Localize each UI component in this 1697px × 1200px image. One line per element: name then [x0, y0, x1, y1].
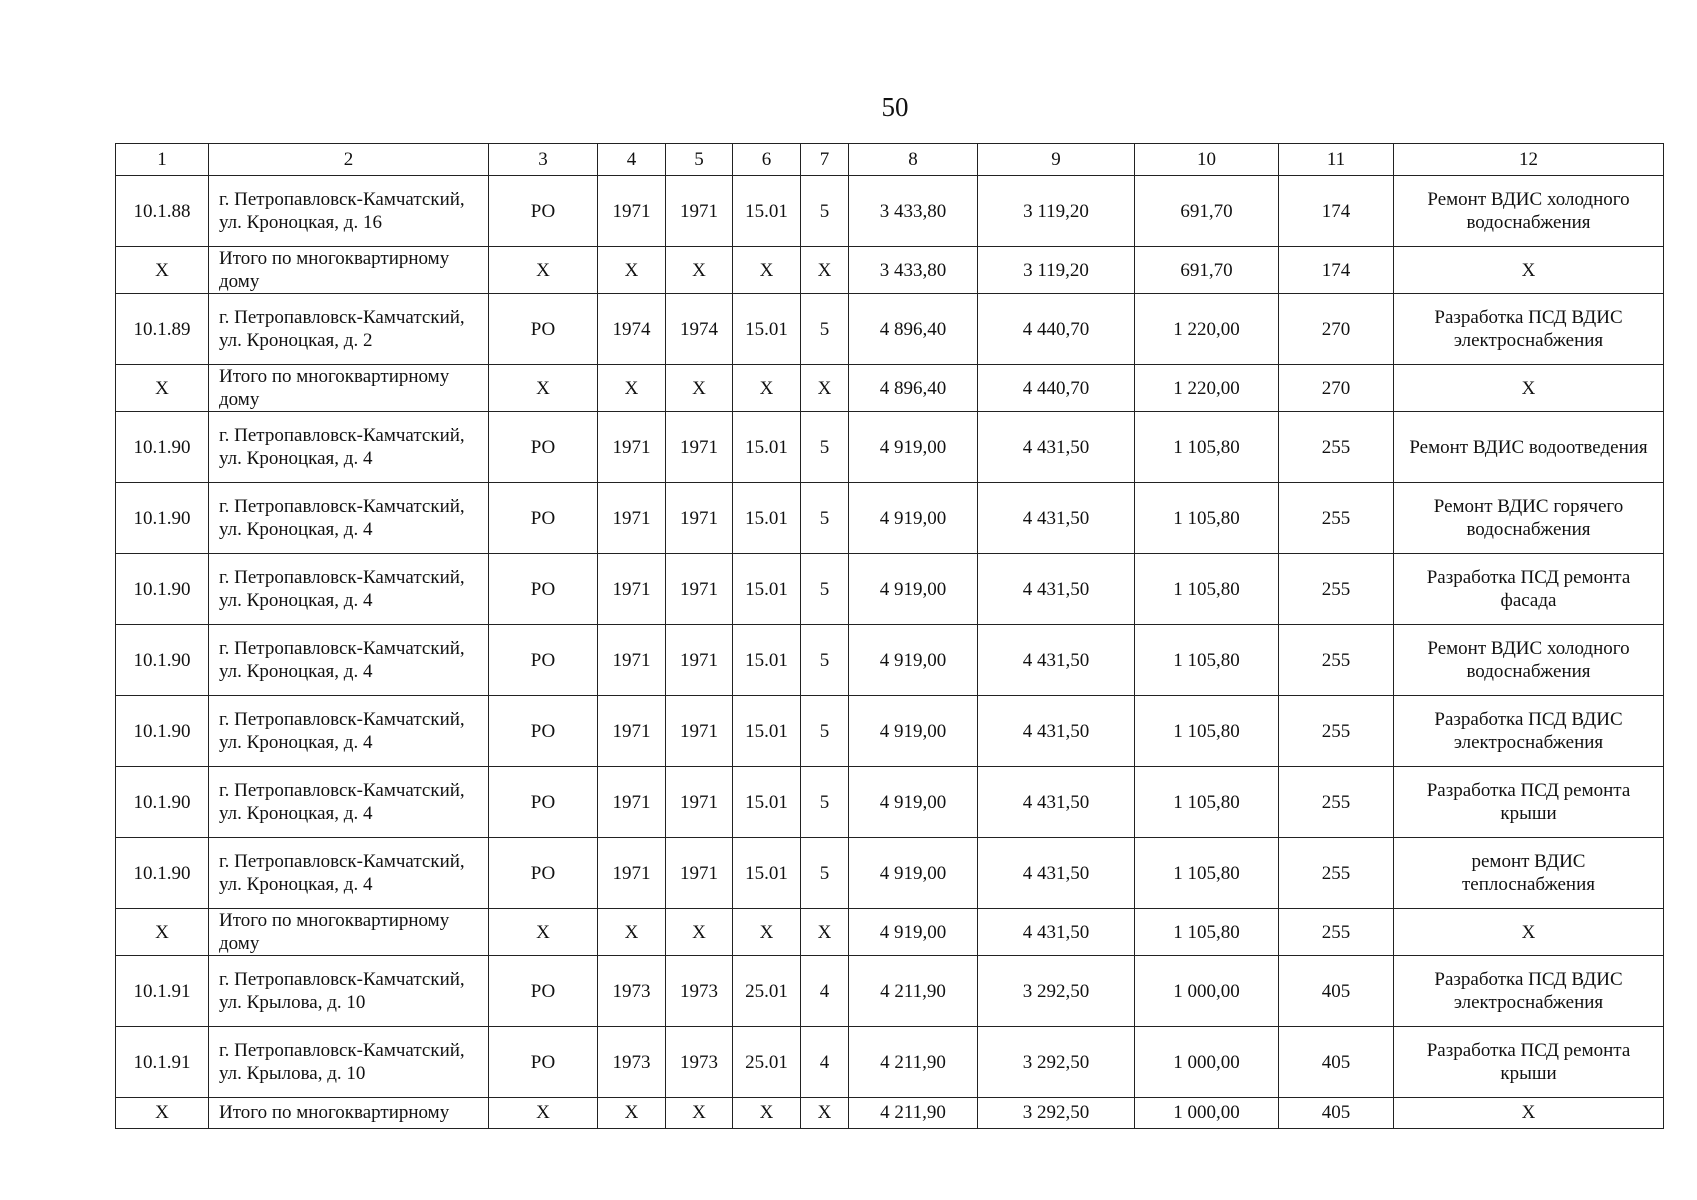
- build-year-cell: 1971: [598, 696, 666, 767]
- item-number-cell: 10.1.90: [116, 483, 209, 554]
- wall-material-cell: 15.01: [733, 483, 801, 554]
- header-cell: 1: [116, 144, 209, 176]
- residential-area-cell: 4 431,50: [978, 909, 1135, 956]
- address-cell: Итого по многоквартирному дому: [209, 247, 489, 294]
- address-cell: г. Петропавловск-Камчатский, ул. Крылова, д. 10: [209, 1027, 489, 1098]
- total-area-cell: 4 919,00: [849, 767, 978, 838]
- item-number-cell: Х: [116, 247, 209, 294]
- floors-cell: 5: [801, 625, 849, 696]
- residential-area-cell: 3 119,20: [978, 247, 1135, 294]
- residents-count-cell: 255: [1279, 696, 1394, 767]
- wall-material-cell: 15.01: [733, 696, 801, 767]
- residential-area-cell: 4 431,50: [978, 767, 1135, 838]
- nonresidential-area-cell: 1 000,00: [1135, 1027, 1279, 1098]
- residents-count-cell: 255: [1279, 767, 1394, 838]
- floors-cell: 5: [801, 696, 849, 767]
- commission-year-cell: 1971: [666, 176, 733, 247]
- address-cell: г. Петропавловск-Камчатский, ул. Кроноцкая, д. 4: [209, 767, 489, 838]
- owner-type-cell: РО: [489, 767, 598, 838]
- item-number-cell: 10.1.88: [116, 176, 209, 247]
- total-row: [116, 1098, 1664, 1129]
- address-cell: г. Петропавловск-Камчатский, ул. Кроноцкая, д. 4: [209, 696, 489, 767]
- work-type-cell: Ремонт ВДИС водоотведения: [1394, 412, 1664, 483]
- header-cell: 4: [598, 144, 666, 176]
- address-cell: г. Петропавловск-Камчатский, ул. Кроноцкая, д. 2: [209, 294, 489, 365]
- residents-count-cell: 255: [1279, 838, 1394, 909]
- owner-type-cell: РО: [489, 838, 598, 909]
- wall-material-cell: Х: [733, 365, 801, 412]
- commission-year-cell: 1971: [666, 838, 733, 909]
- item-number-cell: 10.1.90: [116, 554, 209, 625]
- repair-program-table: [115, 143, 1664, 1129]
- header-cell: 3: [489, 144, 598, 176]
- item-number-cell: 10.1.89: [116, 294, 209, 365]
- table-row: [116, 412, 1664, 483]
- wall-material-cell: 15.01: [733, 176, 801, 247]
- owner-type-cell: РО: [489, 412, 598, 483]
- work-type-cell: Разработка ПСД ремонта крыши: [1394, 767, 1664, 838]
- residents-count-cell: 405: [1279, 1027, 1394, 1098]
- item-number-cell: Х: [116, 1098, 209, 1129]
- header-row: [116, 144, 1664, 176]
- commission-year-cell: 1971: [666, 554, 733, 625]
- nonresidential-area-cell: 1 220,00: [1135, 365, 1279, 412]
- wall-material-cell: 15.01: [733, 767, 801, 838]
- nonresidential-area-cell: 1 105,80: [1135, 838, 1279, 909]
- item-number-cell: 10.1.90: [116, 412, 209, 483]
- total-row: [116, 909, 1664, 956]
- residents-count-cell: 270: [1279, 365, 1394, 412]
- commission-year-cell: Х: [666, 365, 733, 412]
- nonresidential-area-cell: 1 000,00: [1135, 1098, 1279, 1129]
- table-row: [116, 554, 1664, 625]
- residential-area-cell: 4 431,50: [978, 554, 1135, 625]
- total-area-cell: 4 919,00: [849, 554, 978, 625]
- residential-area-cell: 3 292,50: [978, 956, 1135, 1027]
- build-year-cell: Х: [598, 247, 666, 294]
- nonresidential-area-cell: 1 105,80: [1135, 696, 1279, 767]
- commission-year-cell: 1971: [666, 767, 733, 838]
- wall-material-cell: 15.01: [733, 838, 801, 909]
- owner-type-cell: РО: [489, 696, 598, 767]
- build-year-cell: 1971: [598, 625, 666, 696]
- floors-cell: 5: [801, 838, 849, 909]
- work-type-cell: Разработка ПСД ремонта крыши: [1394, 1027, 1664, 1098]
- floors-cell: 5: [801, 554, 849, 625]
- floors-cell: 4: [801, 1027, 849, 1098]
- floors-cell: 5: [801, 176, 849, 247]
- header-cell: 6: [733, 144, 801, 176]
- floors-cell: Х: [801, 909, 849, 956]
- build-year-cell: 1971: [598, 176, 666, 247]
- item-number-cell: 10.1.91: [116, 956, 209, 1027]
- header-cell: 7: [801, 144, 849, 176]
- owner-type-cell: РО: [489, 554, 598, 625]
- address-cell: г. Петропавловск-Камчатский, ул. Кроноцкая, д. 4: [209, 483, 489, 554]
- commission-year-cell: Х: [666, 909, 733, 956]
- floors-cell: 5: [801, 412, 849, 483]
- item-number-cell: 10.1.90: [116, 625, 209, 696]
- table-row: [116, 176, 1664, 247]
- page-number: 50: [881, 92, 909, 122]
- work-type-cell: Х: [1394, 1098, 1664, 1129]
- floors-cell: 4: [801, 956, 849, 1027]
- nonresidential-area-cell: 1 220,00: [1135, 294, 1279, 365]
- wall-material-cell: Х: [733, 247, 801, 294]
- wall-material-cell: 25.01: [733, 956, 801, 1027]
- header-cell: 9: [978, 144, 1135, 176]
- table-row: [116, 294, 1664, 365]
- nonresidential-area-cell: 1 105,80: [1135, 625, 1279, 696]
- wall-material-cell: 15.01: [733, 554, 801, 625]
- total-area-cell: 4 919,00: [849, 838, 978, 909]
- floors-cell: 5: [801, 483, 849, 554]
- item-number-cell: 10.1.91: [116, 1027, 209, 1098]
- residents-count-cell: 405: [1279, 1098, 1394, 1129]
- wall-material-cell: 15.01: [733, 625, 801, 696]
- item-number-cell: 10.1.90: [116, 767, 209, 838]
- residential-area-cell: 4 431,50: [978, 412, 1135, 483]
- build-year-cell: Х: [598, 365, 666, 412]
- owner-type-cell: РО: [489, 294, 598, 365]
- owner-type-cell: РО: [489, 483, 598, 554]
- residents-count-cell: 255: [1279, 909, 1394, 956]
- table-row: [116, 696, 1664, 767]
- work-type-cell: Ремонт ВДИС горячего водоснабжения: [1394, 483, 1664, 554]
- work-type-cell: Разработка ПСД ВДИС электроснабжения: [1394, 696, 1664, 767]
- total-area-cell: 4 919,00: [849, 909, 978, 956]
- commission-year-cell: Х: [666, 1098, 733, 1129]
- commission-year-cell: 1974: [666, 294, 733, 365]
- build-year-cell: 1973: [598, 1027, 666, 1098]
- header-cell: 5: [666, 144, 733, 176]
- total-area-cell: 4 211,90: [849, 1098, 978, 1129]
- wall-material-cell: 25.01: [733, 1027, 801, 1098]
- work-type-cell: Разработка ПСД ВДИС электроснабжения: [1394, 294, 1664, 365]
- nonresidential-area-cell: 691,70: [1135, 176, 1279, 247]
- residential-area-cell: 4 431,50: [978, 483, 1135, 554]
- owner-type-cell: РО: [489, 176, 598, 247]
- item-number-cell: Х: [116, 365, 209, 412]
- table-row: [116, 956, 1664, 1027]
- header-cell: 12: [1394, 144, 1664, 176]
- build-year-cell: Х: [598, 909, 666, 956]
- total-area-cell: 3 433,80: [849, 176, 978, 247]
- item-number-cell: Х: [116, 909, 209, 956]
- total-area-cell: 4 211,90: [849, 956, 978, 1027]
- work-type-cell: Х: [1394, 247, 1664, 294]
- wall-material-cell: Х: [733, 1098, 801, 1129]
- table-row: [116, 483, 1664, 554]
- header-cell: 11: [1279, 144, 1394, 176]
- nonresidential-area-cell: 1 000,00: [1135, 956, 1279, 1027]
- residential-area-cell: 4 440,70: [978, 294, 1135, 365]
- build-year-cell: 1971: [598, 483, 666, 554]
- residential-area-cell: 3 292,50: [978, 1027, 1135, 1098]
- wall-material-cell: Х: [733, 909, 801, 956]
- floors-cell: 5: [801, 294, 849, 365]
- commission-year-cell: 1973: [666, 1027, 733, 1098]
- address-cell: Итого по многоквартирному: [209, 1098, 489, 1129]
- residents-count-cell: 255: [1279, 554, 1394, 625]
- owner-type-cell: Х: [489, 365, 598, 412]
- address-cell: Итого по многоквартирному дому: [209, 365, 489, 412]
- total-area-cell: 4 919,00: [849, 412, 978, 483]
- table-body: [116, 144, 1664, 1129]
- commission-year-cell: 1971: [666, 625, 733, 696]
- address-cell: г. Петропавловск-Камчатский, ул. Кроноцкая, д. 4: [209, 554, 489, 625]
- residential-area-cell: 4 431,50: [978, 625, 1135, 696]
- address-cell: г. Петропавловск-Камчатский, ул. Кроноцкая, д. 4: [209, 625, 489, 696]
- owner-type-cell: Х: [489, 909, 598, 956]
- work-type-cell: Разработка ПСД ремонта фасада: [1394, 554, 1664, 625]
- build-year-cell: 1974: [598, 294, 666, 365]
- commission-year-cell: 1973: [666, 956, 733, 1027]
- owner-type-cell: Х: [489, 1098, 598, 1129]
- commission-year-cell: 1971: [666, 696, 733, 767]
- residents-count-cell: 270: [1279, 294, 1394, 365]
- residents-count-cell: 255: [1279, 483, 1394, 554]
- address-cell: г. Петропавловск-Камчатский, ул. Кроноцкая, д. 4: [209, 412, 489, 483]
- owner-type-cell: РО: [489, 956, 598, 1027]
- total-row: [116, 247, 1664, 294]
- nonresidential-area-cell: 1 105,80: [1135, 767, 1279, 838]
- total-area-cell: 4 919,00: [849, 625, 978, 696]
- commission-year-cell: 1971: [666, 412, 733, 483]
- total-area-cell: 4 919,00: [849, 483, 978, 554]
- commission-year-cell: 1971: [666, 483, 733, 554]
- floors-cell: Х: [801, 365, 849, 412]
- build-year-cell: 1971: [598, 554, 666, 625]
- total-area-cell: 3 433,80: [849, 247, 978, 294]
- owner-type-cell: Х: [489, 247, 598, 294]
- header-cell: 10: [1135, 144, 1279, 176]
- residents-count-cell: 255: [1279, 412, 1394, 483]
- nonresidential-area-cell: 1 105,80: [1135, 483, 1279, 554]
- wall-material-cell: 15.01: [733, 412, 801, 483]
- build-year-cell: 1973: [598, 956, 666, 1027]
- nonresidential-area-cell: 1 105,80: [1135, 554, 1279, 625]
- total-row: [116, 365, 1664, 412]
- address-cell: г. Петропавловск-Камчатский, ул. Кроноцкая, д. 16: [209, 176, 489, 247]
- address-cell: Итого по многоквартирному дому: [209, 909, 489, 956]
- item-number-cell: 10.1.90: [116, 838, 209, 909]
- residential-area-cell: 3 292,50: [978, 1098, 1135, 1129]
- item-number-cell: 10.1.90: [116, 696, 209, 767]
- floors-cell: Х: [801, 1098, 849, 1129]
- table-row: [116, 767, 1664, 838]
- residential-area-cell: 4 431,50: [978, 696, 1135, 767]
- owner-type-cell: РО: [489, 625, 598, 696]
- total-area-cell: 4 896,40: [849, 365, 978, 412]
- address-cell: г. Петропавловск-Камчатский, ул. Кроноцкая, д. 4: [209, 838, 489, 909]
- floors-cell: 5: [801, 767, 849, 838]
- residential-area-cell: 4 440,70: [978, 365, 1135, 412]
- total-area-cell: 4 211,90: [849, 1027, 978, 1098]
- residents-count-cell: 174: [1279, 247, 1394, 294]
- total-area-cell: 4 919,00: [849, 696, 978, 767]
- work-type-cell: Ремонт ВДИС холодного водоснабжения: [1394, 625, 1664, 696]
- residential-area-cell: 3 119,20: [978, 176, 1135, 247]
- work-type-cell: Разработка ПСД ВДИС электроснабжения: [1394, 956, 1664, 1027]
- residential-area-cell: 4 431,50: [978, 838, 1135, 909]
- build-year-cell: Х: [598, 1098, 666, 1129]
- header-cell: 2: [209, 144, 489, 176]
- work-type-cell: Х: [1394, 909, 1664, 956]
- residents-count-cell: 174: [1279, 176, 1394, 247]
- total-area-cell: 4 896,40: [849, 294, 978, 365]
- build-year-cell: 1971: [598, 412, 666, 483]
- nonresidential-area-cell: 1 105,80: [1135, 412, 1279, 483]
- table-row: [116, 625, 1664, 696]
- floors-cell: Х: [801, 247, 849, 294]
- residents-count-cell: 255: [1279, 625, 1394, 696]
- address-cell: г. Петропавловск-Камчатский, ул. Крылова, д. 10: [209, 956, 489, 1027]
- wall-material-cell: 15.01: [733, 294, 801, 365]
- work-type-cell: Х: [1394, 365, 1664, 412]
- work-type-cell: ремонт ВДИС теплоснабжения: [1394, 838, 1664, 909]
- build-year-cell: 1971: [598, 838, 666, 909]
- nonresidential-area-cell: 1 105,80: [1135, 909, 1279, 956]
- build-year-cell: 1971: [598, 767, 666, 838]
- owner-type-cell: РО: [489, 1027, 598, 1098]
- table-row: [116, 1027, 1664, 1098]
- commission-year-cell: Х: [666, 247, 733, 294]
- header-cell: 8: [849, 144, 978, 176]
- table-row: [116, 838, 1664, 909]
- residents-count-cell: 405: [1279, 956, 1394, 1027]
- work-type-cell: Ремонт ВДИС холодного водоснабжения: [1394, 176, 1664, 247]
- nonresidential-area-cell: 691,70: [1135, 247, 1279, 294]
